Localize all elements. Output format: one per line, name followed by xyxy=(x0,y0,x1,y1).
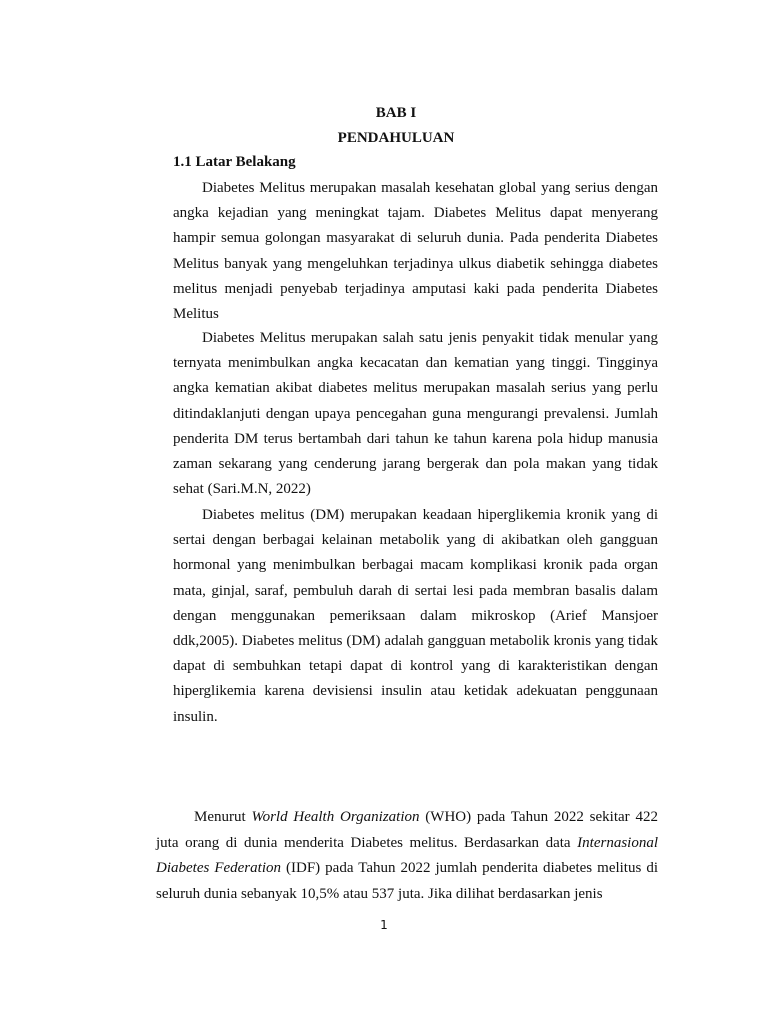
chapter-number: BAB I xyxy=(375,105,417,121)
paragraph-4-text-2: (WHO) pada Tahun 2022 sekitar 422 juta orang di dunia menderita Diabetes melitus. Berdasarkan data xyxy=(156,809,658,851)
paragraph-4-text-1: Menurut xyxy=(194,809,252,825)
paragraph-4-italic-who: World Health Organization xyxy=(251,809,420,825)
paragraph-2: Diabetes Melitus merupakan salah satu jenis penyakit tidak menular yang ternyata menimbulkan angka kecacatan dan kematian yang tinggi. Tingginya angka kematian akibat diabetes melitus merupakan masalah serius yang perlu ditindaklanjuti dengan upaya pencegahan guna mengurangi prevalensi. Jumlah penderita DM terus bertambah dari tahun ke tahun karena pola hidup manusia zaman sekarang yang cenderung jarang bergerak dan pola makan yang tidak sehat (Sari.M.N, 2022) xyxy=(173,330,658,498)
page-number: 1 xyxy=(380,918,388,932)
section-title: 1.1 Latar Belakang xyxy=(173,154,296,170)
paragraph-1: Diabetes Melitus merupakan masalah kesehatan global yang serius dengan angka kejadian yang meningkat tajam. Diabetes Melitus dapat menyerang hampir semua golongan masyarakat di seluruh dunia. Pada penderita Diabetes Melitus banyak yang mengeluhkan terjadinya ulkus diabetik sehingga diabetes melitus menjadi penyebab terjadinya amputasi kaki pada penderita Diabetes Melitus xyxy=(173,180,658,323)
chapter-title: PENDAHULUAN xyxy=(337,130,455,146)
paragraph-4-text-3: (IDF) pada Tahun 2022 jumlah penderita diabetes melitus di seluruh dunia sebanyak 10,5% atau 537 juta. Jika dilihat berdasarkan jenis xyxy=(156,860,658,902)
paragraph-3: Diabetes melitus (DM) merupakan keadaan hiperglikemia kronik yang di sertai dengan berbagai kelainan metabolik yang di akibatkan oleh gangguan hormonal yang menimbulkan berbagai macam komplikasi kronik pada organ mata, ginjal, saraf, pembuluh darah di sertai lesi pada membran basalis dalam dengan menggunakan pemeriksaan dalam mikroskop (Arief Mansjoer ddk,2005). Diabetes melitus (DM) adalah gangguan metabolik kronis yang tidak dapat di sembuhkan tetapi dapat di kontrol yang di karakteristikan dengan hiperglikemia karena devisiensi insulin atau ketidak adekuatan penggunaan insulin. xyxy=(173,507,658,725)
paragraph-4 xyxy=(156,805,658,907)
paragraph-4-italic-idf: Internasional Diabetes Federation xyxy=(156,834,658,876)
